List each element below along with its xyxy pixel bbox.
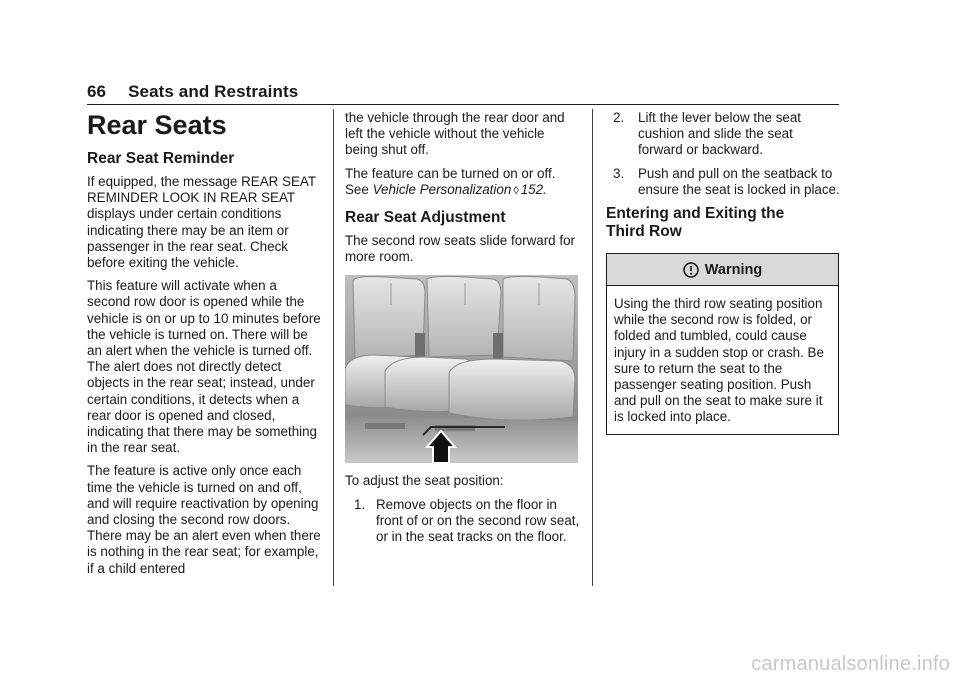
rear-seat-image <box>345 275 578 463</box>
paragraph: The second row seats slide forward for more room. <box>345 233 575 265</box>
column-1 <box>87 110 322 584</box>
list-item: 1. Remove objects on the floor in front of or on the second row seat, or in the seat tracks on the floor. <box>354 496 580 545</box>
column-divider-2 <box>592 109 593 586</box>
warning-header <box>607 254 838 286</box>
page-number: 66 <box>87 82 107 101</box>
watermark: carmanualsonline.info <box>751 653 950 675</box>
paragraph: the vehicle through the rear door and left the vehicle without the vehicle being shut off. <box>345 110 565 158</box>
section-title: Seats and Restraints <box>128 82 299 101</box>
warning-box <box>606 253 839 435</box>
xref-link[interactable]: Vehicle Personalization ◊ 152. <box>373 182 547 197</box>
warning-title: Warning <box>704 261 763 278</box>
paragraph: The feature is active only once each time the vehicle is turned on and off, and will require reactivation by opening and closing the second row doors. There may be an alert even when there is nothing in the rear seat; for example, if a child entered <box>87 463 321 576</box>
section-heading-reminder: Rear Seat Reminder <box>87 150 235 167</box>
header-rule <box>87 104 839 105</box>
warning-body: Using the third row seating position while the second row is folded, or folded and tumbled, could cause injury in a sudden stop or crash. Be sure to return the seat to the passenger seating position. Push and pull on the seat to make sure it is locked into place. <box>614 296 824 425</box>
paragraph: If equipped, the message REAR SEAT REMINDER LOOK IN REAR SEAT displays under certain conditions indicating there may be an item or passenger in the rear seat. Check before exiting the vehicle. <box>87 174 316 271</box>
warning-icon <box>683 262 699 278</box>
page-header <box>87 82 298 102</box>
page-title: Rear Seats <box>87 110 227 140</box>
column-3 <box>606 110 841 435</box>
column-divider-1 <box>333 109 334 586</box>
section-heading-adjustment: Rear Seat Adjustment <box>345 209 506 227</box>
seat-illustration <box>345 275 578 463</box>
adjust-steps-continued <box>606 110 841 198</box>
list-item: 2. Lift the lever below the seat cushion and slide the seat forward or backward. <box>613 110 802 158</box>
list-item: 3. Push and pull on the seatback to ensure the seat is locked in place. <box>613 165 840 197</box>
adjust-steps <box>345 497 580 546</box>
paragraph: To adjust the seat position: <box>345 473 504 489</box>
paragraph-personalization: The feature can be turned on or off. See Vehicle Personalization ◊ 152. <box>345 166 580 199</box>
section-heading-third-row: Entering and Exiting the Third Row <box>606 205 785 241</box>
page-ref-arrow-icon: ◊ <box>513 184 519 197</box>
column-2 <box>345 110 580 552</box>
paragraph: This feature will activate when a second row door is opened while the vehicle is on or up to 10 minutes before the vehicle is turned on. There will be an alert when the vehicle is turned off. The alert does not directly detect objects in the rear seat; instead, under certain conditions, it detects when a rear door is opened and closed, indicating that there may be something in the rear seat. <box>87 278 321 456</box>
